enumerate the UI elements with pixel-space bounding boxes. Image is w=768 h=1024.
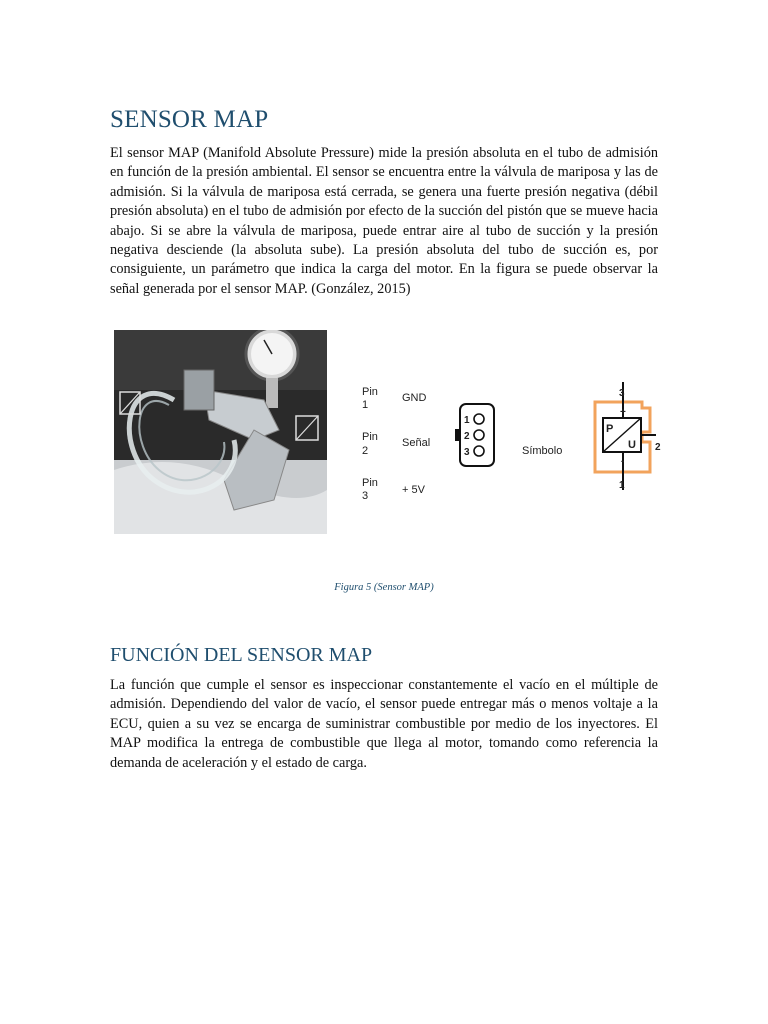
connector-pin3: 3	[464, 447, 470, 458]
pin1-number: 1	[362, 399, 369, 411]
symbol-plus: +	[620, 407, 626, 418]
connector-icon	[455, 404, 494, 466]
symbol-p: P	[606, 423, 614, 435]
symbol-u: U	[628, 439, 636, 451]
paragraph-funcion: La función que cumple el sensor es inspeccionar constantemente el vacío en el múltiple de admisión. Dependiendo del valor de vacío, el sensor puede entregar más o menos voltaje a la ECU, quien a su vez se encarga de suministrar combustible por medio de los inyectores. El MAP modifica la entrega de combustible que llega al motor, tomando como referencia la demanda de aceleración y el estado de carga.	[110, 677, 658, 771]
pin2-number: 2	[362, 445, 369, 457]
map-sensor-symbol-icon	[595, 382, 661, 491]
sensor-pinout-diagram	[352, 370, 662, 510]
symbol-minus: -	[621, 456, 625, 467]
symbol-terminal-2: 2	[655, 442, 661, 453]
figure-caption: Figura 5 (Sensor MAP)	[334, 582, 434, 593]
pin2-signal: Señal	[402, 437, 431, 449]
symbol-label: Símbolo	[522, 445, 563, 457]
pin2-label: Pin	[362, 431, 378, 443]
sensor-photo-illustration	[114, 330, 327, 534]
pin1-signal: GND	[402, 392, 427, 404]
symbol-terminal-1: 1	[619, 480, 625, 491]
pin3-number: 3	[362, 490, 369, 502]
section-title-sensor-map: SENSOR MAP	[110, 106, 269, 133]
pin1-label: Pin	[362, 386, 378, 398]
sensor-map-photo	[114, 330, 327, 534]
paragraph-sensor-map: El sensor MAP (Manifold Absolute Pressure) mide la presión absoluta en el tubo de admisión en función de la presión ambiental. El sensor se encuentra entre la válvula de mariposa y las de admisión. Si la válvula de mariposa está cerrada, se genera una fuerte presión negativa (débil presión absoluta) en el tubo de admisión por efecto de la succión del pistón que se mueve hacia abajo. Si se abre la válvula de mariposa, puede entrar aire al tubo de succión y la presión negativa desciende (la absoluta sube). La presión absoluta del tubo de succión es, por consiguiente, un parámetro que indica la carga del motor. En la figura se puede observar la señal generada por el sensor MAP. (González, 2015)	[110, 145, 658, 297]
connector-pin1: 1	[464, 415, 470, 426]
pin3-label: Pin	[362, 477, 378, 489]
symbol-terminal-3: 3	[619, 388, 625, 399]
section-title-funcion: FUNCIÓN DEL SENSOR MAP	[110, 644, 373, 666]
pin3-signal: + 5V	[402, 484, 425, 496]
connector-pin2: 2	[464, 431, 470, 442]
